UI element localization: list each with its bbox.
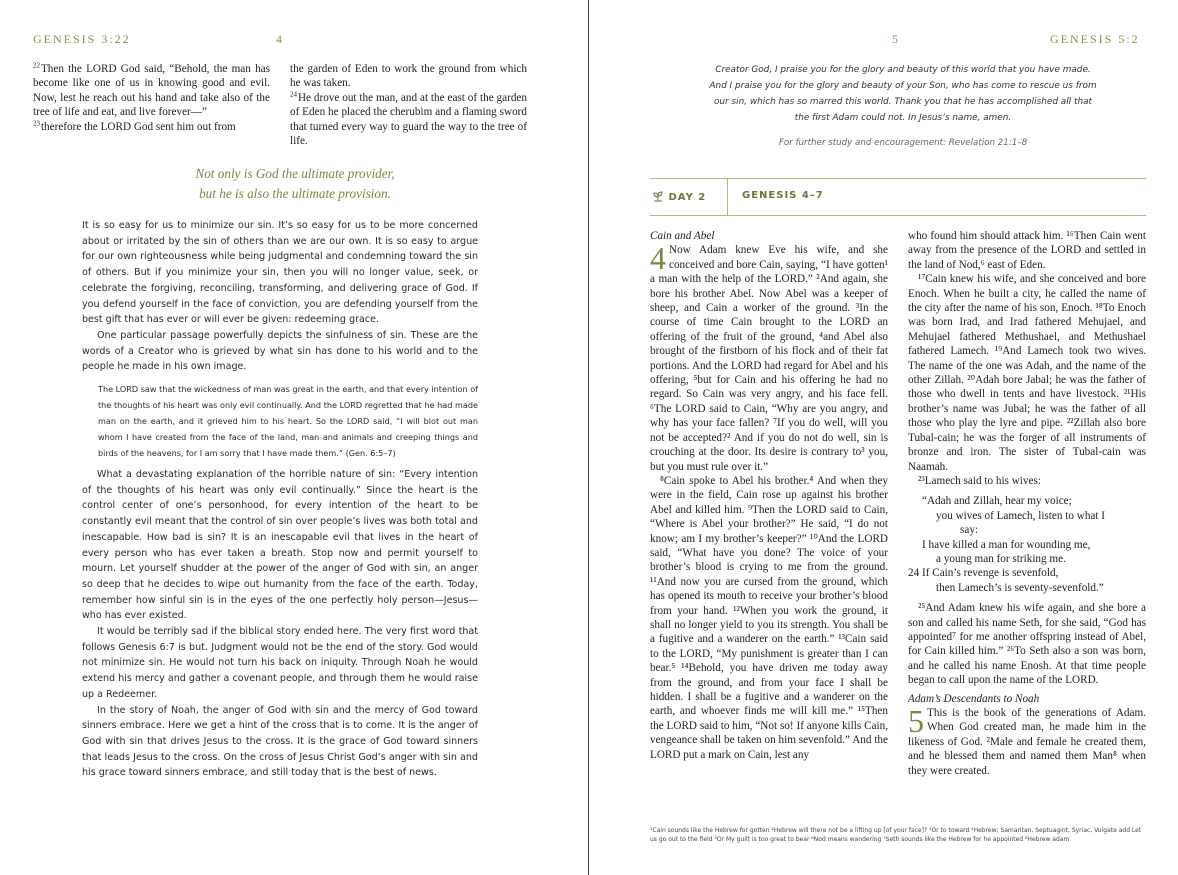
section-heading: Adam’s Descendants to Noah <box>908 692 1040 705</box>
block-quote: The LORD saw that the wickedness of man was great in the earth, and that every intention of the thoughts of his heart was only evil continually. And the LORD regretted that he had made man on the earth, and it grieved him to his heart. So the LORD said, “I will blot out man whom I have created from the face of the land, man and animals and creeping things and birds of the heavens, for I am sorry that I have made them.” (Gen. 6:5–7) <box>98 384 478 459</box>
chapter-4-text: 4 Now Adam knew Eve his wife, and she conceived and bore Cain, saying, “I have gotten¹ a man with the help of the LORD.” ²And again, she bore his brother Abel. Now Abel was a keeper of sheep, and Cain a worker of the ground. ³In the course of time Cain brought to the LORD an offering of the fruit of the ground, ⁴and Abel also brought of the firstborn of his flock and of their fat portions. And the LORD had regard for Abel and his offering, ⁵but for Cain and his offering he had no regard. So Cain was very angry, and his face fell. ⁶The LORD said to Cain, “Why are you angry, and why has your face fallen? ⁷If you do well, will you not be accepted?² And if you do not do well, sin is crouching at the door. Its desire is contrary to³ you, but you must rule over it.” <box>650 240 888 473</box>
poem-line: “Adah and Zillah, hear my voice; <box>922 495 1072 508</box>
page-number-right: 5 <box>892 32 898 46</box>
further-study: For further study and encouragement: Revelation 21:1–8 <box>778 138 1028 148</box>
verse-23-cont: the garden of Eden to work the ground from which he was taken. <box>290 63 527 90</box>
prayer: Creator God, I praise you for the glory and beauty of this world that you have made. And I praise you for the glory and beauty of your Son, who has come to rescue us from our sin, which has so marred this world. Thank you that he has accomplished all that the first Adam could not. In Jesus’s name, amen. <box>709 65 1097 123</box>
day-banner <box>650 178 1146 216</box>
left-page <box>0 0 588 875</box>
verse-23: $^{23}$ therefore the LORD God sent him out from <box>33 118 236 133</box>
verse-paragraph: ¹⁷Cain knew his wife, and she conceived and bore Enoch. When he built a city, he called the name of the city after the name of his son, Enoch. ¹⁸To Enoch was born Irad, and Irad fathered Mehujael, and Mehujael fathered Methushael, and Methushael fathered Lamech. ¹⁹And Lamech took two wives. The name of the one was Adah, and the name of the other Zillah. ²⁰Adah bore Jabal; he was the father of those who dwell in tents and have livestock. ²¹His brother’s name was Jubal; he was the father of all those who play the lyre and pipe. ²²Zillah also bore Tubal-cain; he was the forger of all instruments of bronze and iron. The sister of Tubal-cain was Naamah. <box>908 273 1146 473</box>
page-number-left: 4 <box>276 32 282 46</box>
chapter-number: 5 <box>908 703 924 739</box>
divider <box>727 179 728 215</box>
scripture-column-2 <box>290 62 527 148</box>
page-gutter <box>588 0 589 875</box>
scripture-column-4 <box>908 229 1146 778</box>
day-label: DAY 2 <box>652 190 706 203</box>
verse-paragraph: ²³Lamech said to his wives: <box>918 474 1041 487</box>
chapter-number: 4 <box>650 240 666 277</box>
scripture-column-3 <box>650 229 888 762</box>
verse-paragraph: ²⁵And Adam knew his wife again, and she bore a son and called his name Seth, for she said, “God has appointed⁷ for me another offspring instead of Abel, for Cain killed him.” ²⁶To Seth also a son was born, and he called his name Enosh. At that time people began to call upon the name of the LORD. <box>908 602 1146 687</box>
reading-range: GENESIS 4–7 <box>742 190 824 201</box>
poem-line: I have killed a man for wounding me, <box>922 538 1091 551</box>
essay-paragraph: It would be terribly sad if the biblical story ended here. The very first word that follows Genesis 6:7 is but. Judgment would not be the end of the story. God would not minimize sin. He would not turn his back on iniquity. Through Noah he would extend his mercy and gather a covenant people, and through them he would raise up a Redeemer. <box>82 626 478 700</box>
poem-line: say: <box>960 524 979 537</box>
footnotes: ¹Cain sounds like the Hebrew for gotten ²Hebrew will there not be a lifting up [of your face]? ³Or to toward ⁴Hebrew; Samaritan, Septuagint, Syriac, Vulgate add Let us go out to the field ⁵Or My guilt is too great to bear ⁶Nod means wandering ⁷Seth sounds like the Hebrew for he appointed ⁸Hebrew adam <box>650 827 1142 843</box>
lamech-poem <box>908 494 1146 595</box>
verse-paragraph: ⁸Cain spoke to Abel his brother.⁴ And when they were in the field, Cain rose up against his brother Abel and killed him. ⁹Then the LORD said to Cain, “Where is Abel your brother?” He said, “I do not know; am I my brother’s keeper?” ¹⁰And the LORD said, “What have you done? The voice of your brother’s blood is crying to me from the ground. ¹¹And now you are cursed from the ground, which has opened its mouth to receive your brother’s blood from your hand. ¹²When you work the ground, it shall no longer yield to you its strength. You shall be a fugitive and a wanderer on the earth.” ¹³Cain said to the LORD, “My punishment is greater than I can bear.⁵ ¹⁴Behold, you have driven me today away from the ground, and from your face I shall be hidden. I shall be a fugitive and a wanderer on the earth, and whoever finds me will kill me.” ¹⁵Then the LORD said to him, “Not so! If anyone kills Cain, vengeance shall be taken on him sevenfold.” And the LORD put a mark on Cain, lest any <box>650 474 888 761</box>
poem-line: then Lamech’s is seventy-sevenfold.” <box>936 581 1104 594</box>
essay-paragraph: One particular passage powerfully depicts the sinfulness of sin. These are the words of a Creator who is grieved by what sin has done to his world and to the people he made in his own image. <box>82 329 478 373</box>
verse-22: $^{22}$ Then the LORD God said, “Behold, the man has become like one of us in knowing good and evil. Now, lest he reach out his hand and take also of the tree of life and eat, and live forever—” <box>33 61 270 119</box>
essay-paragraph: It is so easy for us to minimize our sin. It’s so easy for us to be more concerned about or irritated by the sin of others than we are our own. It is so easy to argue for our own righteousness while being judgmental and condemning toward the sin of others. But if you minimize your sin, then you will no longer value, seek, or celebrate the forgiving, reconciling, transforming, and delivering grace of God. If you defend yourself in the face of conviction, you are defending yourself from the best gift that has ever or will ever be given: redeeming grace. <box>82 220 478 326</box>
pull-quote: Not only is God the ultimate provider, but he is also the ultimate provision. <box>195 166 395 201</box>
essay-paragraph: What a devastating explanation of the horrible nature of sin: “Every intention of the thoughts of his heart was only evil continually.” Since the heart is the control center of one’s personhood, for every intention of the heart to be constantly evil meant that the control of sin over people’s lives was both total and inescapable. How bad is sin? It is an inescapable evil that lives in the heart of every person who has ever taken a breath. Stop now and permit yourself to mourn. Let yourself shudder at the power of the anger of God with sin, an anger so deep that he decides to wipe out humanity from the face of the earth. Today, remember how sinful sin is in the eyes of the one perfectly holy person—Jesus—who has ever existed. <box>82 469 478 622</box>
verse-24: $^{24}$ He drove out the man, and at the east of the garden of Eden he placed the cherubim and a flaming sword that turned every way to guard the way to the tree of life. <box>290 90 527 148</box>
essay-paragraph: In the story of Noah, the anger of God with sin and the mercy of God toward sinners embrace. Here we get a hint of the cross that is to come. It is the anger of God with sin that drives Jesus to the cross. It is the grace of God toward sinners that leads Jesus to the cross. On the cross of Jesus Christ God’s anger with sin and his grace toward sinners embrace, and still today that is the best of news. <box>82 704 478 779</box>
poem-line: a young man for striking me. <box>936 552 1066 565</box>
chapter-5-text: 5 This is the book of the generations of Adam. When God created man, he made him in the likeness of God. ²Male and female he created them, and he blessed them and named them Man⁸ when they were created. <box>908 703 1146 777</box>
devotional-essay <box>82 218 478 781</box>
scripture-column-1 <box>33 62 270 134</box>
section-heading: Cain and Abel <box>650 230 715 242</box>
running-head-right: GENESIS 5:2 <box>1050 32 1140 46</box>
poem-line: 24 If Cain’s revenge is sevenfold, <box>908 567 1059 580</box>
poem-line: you wives of Lamech, listen to what I <box>936 509 1106 522</box>
running-head-left: GENESIS 3:22 <box>33 32 131 46</box>
verse-paragraph: who found him should attack him. ¹⁶Then Cain went away from the presence of the LORD and settled in the land of Nod,⁶ east of Eden. <box>908 230 1146 271</box>
sprout-icon <box>652 190 664 202</box>
